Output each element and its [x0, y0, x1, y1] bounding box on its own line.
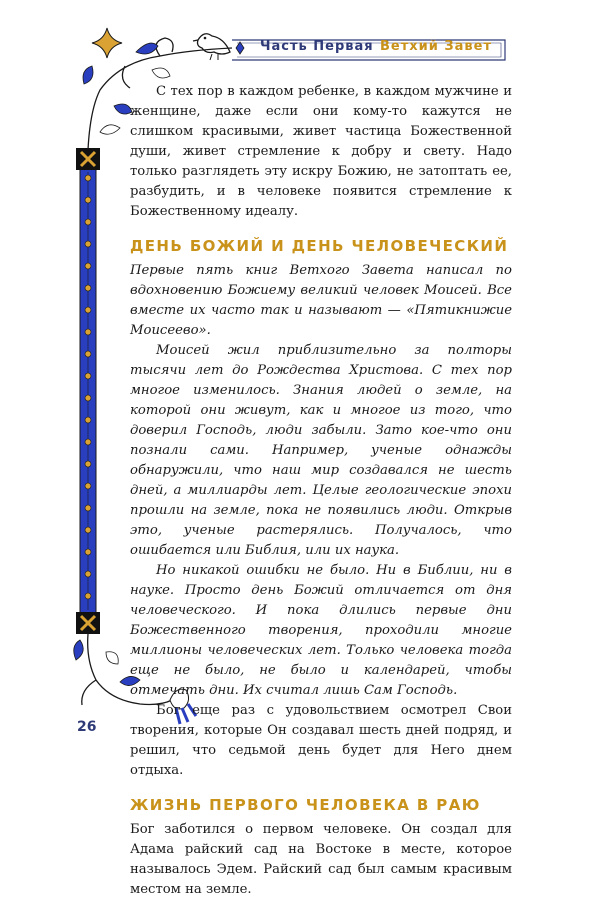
running-header	[230, 37, 500, 61]
page-number: 26	[77, 719, 97, 735]
intro-paragraph: С тех пор в каждом ребенке, в каждом мужчине и женщине, даже если они кому-то кажутся не слишком красивыми, живет частица Божественной души, живет стремление к добру и свету. Надо только разглядеть эту искру Божию, не затоптать ее, разбудить, и в человеке появится стремление к Божественному идеалу.	[130, 84, 512, 219]
section-heading-day: ДЕНЬ БОЖИЙ И ДЕНЬ ЧЕЛОВЕЧЕСКИЙ	[130, 237, 509, 255]
section2-paragraph: Бог заботился о первом человеке. Он создал для Адама райский сад на Востоке в месте, которое называлось Эдем. Райский сад был самым красивым местом на земле.	[130, 822, 512, 897]
leaf-icon	[83, 66, 93, 84]
cross-block-icon	[76, 148, 100, 170]
section-heading-paradise: ЖИЗНЬ ПЕРВОГО ЧЕЛОВЕКА В РАЮ	[130, 796, 481, 814]
page-content	[130, 82, 512, 900]
leaf-icon	[100, 125, 120, 134]
star-icon	[92, 28, 122, 58]
section1-paragraph-1: Первые пять книг Ветхого Завета написал по вдохновению Божиему великий человек Моисей. Все вместе их часто так и называют — «Пятикнижие Моисеево».	[130, 263, 512, 338]
section1-closing-paragraph: Бог еще раз с удовольствием осмотрел Свои творения, которые Он создавал шесть дней подряд, и решил, что седьмой день будет для Него днем отдыха.	[130, 703, 512, 778]
section1-paragraph-2: Моисей жил приблизительно за полторы тысячи лет до Рождества Христова. С тех пор многое изменилось. Знания людей о земле, на которой они живут, как и многое из того, что доверил Господь, люди забыли. Зато кое-что они познали сами. Например, ученые однажды обнаружили, что наш мир создавался не шесть дней, а миллиарды лет. Целые геологические эпохи прошли на земле, пока не появились люди. Открыв это, ученые растерялись. Получалось, что ошибается или Библия, или их наука.	[130, 343, 512, 558]
header-book-label: Ветхий Завет	[380, 39, 492, 54]
leaf-icon	[74, 640, 83, 660]
leaf-icon	[152, 68, 170, 78]
section1-paragraph-3: Но никакой ошибки не было. Ни в Библии, ни в науке. Просто день Божий отличается от дня человеческого. И пока длились первые дни Божественного творения, проходили многие миллионы человеческих лет. Только человека тогда еще не было, не было и календарей, чтобы отмечать дни. Их считал лишь Сам Господь.	[130, 563, 512, 698]
cross-block-icon	[76, 612, 100, 634]
left-border-band	[80, 168, 96, 614]
bird-icon	[193, 34, 230, 60]
leaf-icon	[136, 43, 158, 54]
header-part-label: Часть Первая	[260, 39, 374, 54]
leaf-icon	[106, 652, 118, 664]
